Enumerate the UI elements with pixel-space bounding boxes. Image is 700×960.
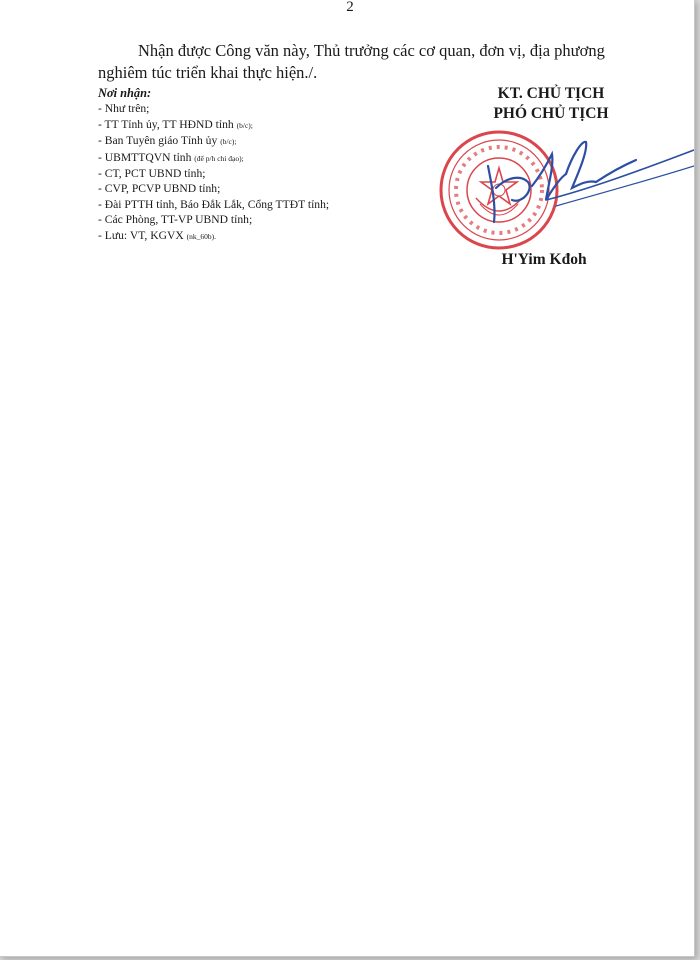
recipient-text: - UBMTTQVN tỉnh bbox=[98, 150, 192, 164]
official-seal-icon bbox=[441, 132, 557, 248]
signature-title-line-2: PHÓ CHỦ TỊCH bbox=[493, 105, 609, 122]
body-line-1: Nhận được Công văn này, Thủ trưởng các cơ quan, đơn vị, địa phương bbox=[138, 41, 605, 60]
recipient-text: - Như trên; bbox=[98, 102, 150, 116]
recipient-text: - CT, PCT UBND tỉnh; bbox=[98, 167, 206, 181]
recipient-item bbox=[98, 133, 398, 149]
recipient-item bbox=[98, 166, 398, 181]
recipient-item bbox=[98, 212, 398, 227]
recipient-text: - Ban Tuyên giáo Tỉnh ủy bbox=[98, 134, 218, 148]
signature-title-block bbox=[440, 84, 662, 124]
body-line-2: nghiêm túc triển khai thực hiện./. bbox=[98, 63, 318, 82]
recipient-text: - TT Tỉnh ủy, TT HĐND tỉnh bbox=[98, 117, 234, 131]
recipient-item bbox=[98, 150, 398, 166]
recipient-note: (b/c); bbox=[236, 120, 253, 130]
recipient-text: - CVP, PCVP UBND tỉnh; bbox=[98, 182, 221, 196]
signature-title-line-1: KT. CHỦ TỊCH bbox=[497, 85, 605, 102]
recipient-item bbox=[98, 228, 398, 244]
recipients-title: Nơi nhận: bbox=[98, 86, 152, 100]
recipients-list bbox=[98, 101, 398, 244]
recipient-item bbox=[98, 181, 398, 196]
recipient-note: (b/c); bbox=[220, 137, 237, 147]
recipient-item bbox=[98, 117, 398, 133]
recipient-text: - Đài PTTH tỉnh, Báo Đắk Lắk, Cổng TTĐT tỉnh; bbox=[98, 197, 330, 211]
seal-signature-graphic bbox=[436, 126, 694, 256]
page-number: 2 bbox=[346, 0, 354, 15]
recipient-text: - Các Phòng, TT-VP UBND tỉnh; bbox=[98, 213, 253, 227]
recipient-item bbox=[98, 197, 398, 212]
signer-name: H'Yim Kđoh bbox=[501, 251, 587, 268]
handwritten-signature-icon bbox=[488, 142, 694, 222]
body-paragraph bbox=[98, 40, 632, 84]
recipient-note: (nk_60b). bbox=[186, 231, 216, 241]
recipient-item bbox=[98, 101, 398, 116]
seal-and-signature bbox=[436, 126, 696, 256]
recipients-block bbox=[98, 86, 398, 244]
recipient-note: (để p/h chỉ đạo); bbox=[194, 153, 244, 163]
recipient-text: - Lưu: VT, KGVX bbox=[98, 228, 184, 242]
